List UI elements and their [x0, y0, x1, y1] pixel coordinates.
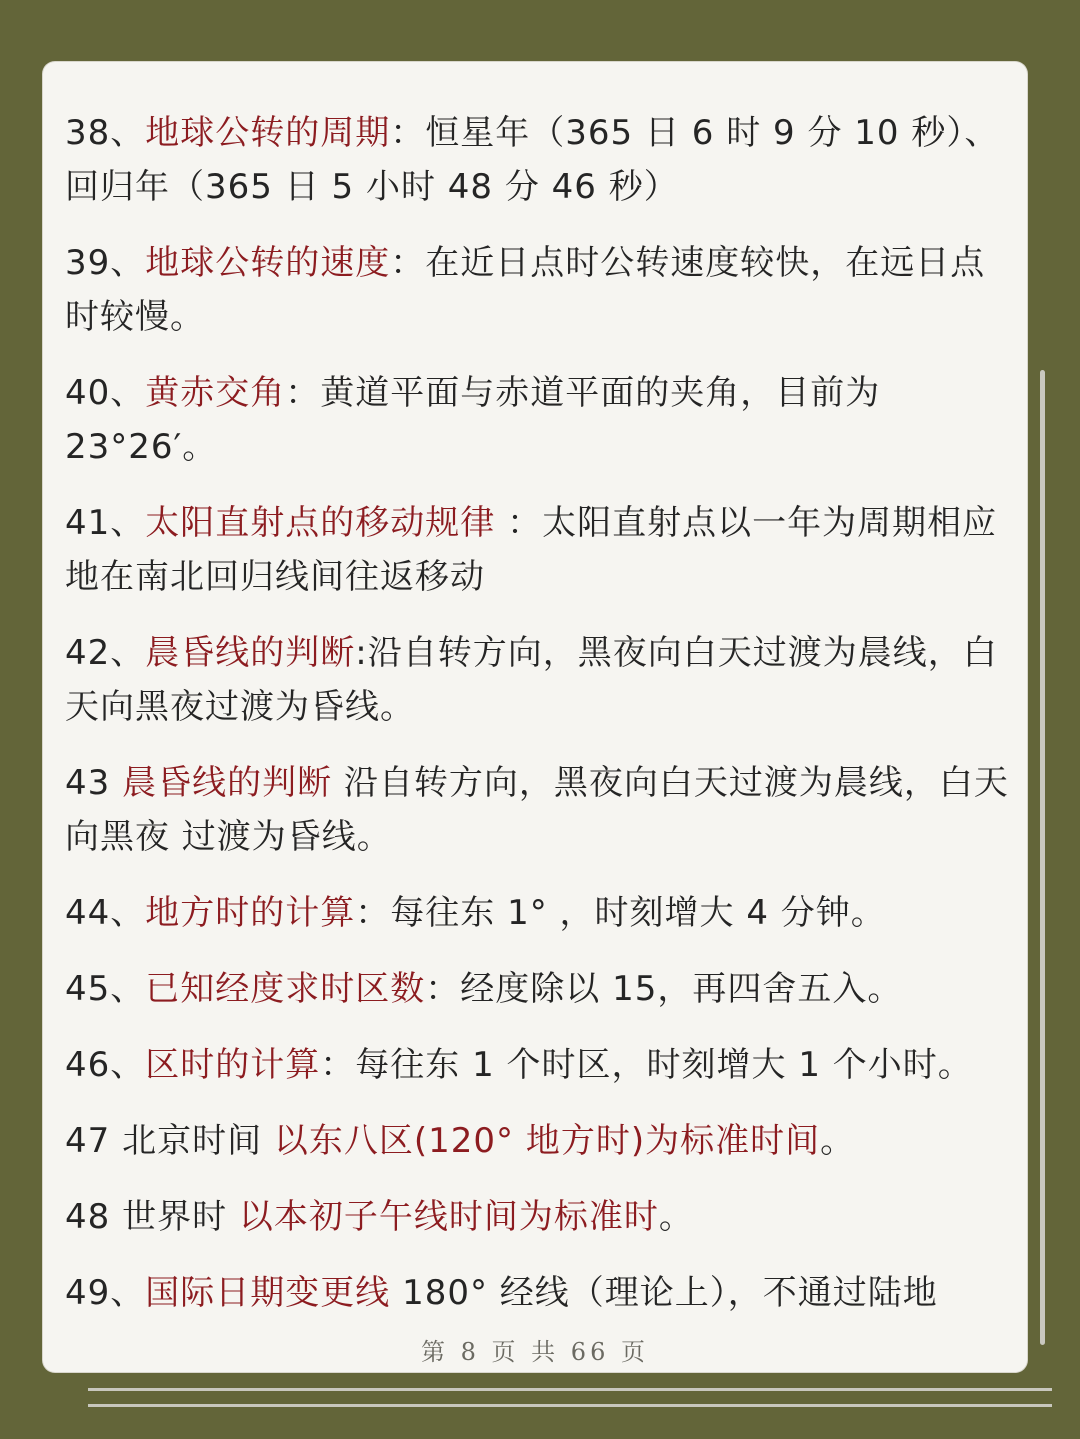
- list-item-45: 45、已知经度求时区数：经度除以 15，再四舍五入。: [65, 969, 903, 1009]
- list-item-43: 43 晨昏线的判断 沿自转方向，黑夜向白天过渡为晨线，白天向黑夜 过渡为昏线。: [65, 763, 1009, 857]
- term: 以本初子午线时间为标准时: [238, 1197, 659, 1237]
- term: 太阳直射点的移动规律: [145, 503, 496, 543]
- term: 晨昏线的判断: [145, 633, 356, 673]
- term: 地方时的计算: [145, 893, 356, 933]
- divider-line: [88, 1388, 1052, 1391]
- list-item-44: 44、地方时的计算：每往东 1° ，时刻增大 4 分钟。: [65, 893, 886, 933]
- list-item-41: 41、太阳直射点的移动规律 ：太阳直射点以一年为周期相应地在南北回归线间往返移动: [65, 503, 998, 597]
- term: 晨昏线的判断: [122, 763, 333, 803]
- divider-line: [88, 1404, 1052, 1407]
- term: 以东八区(120° 地方时)为标准时间: [273, 1121, 821, 1161]
- term: 地球公转的速度: [145, 243, 391, 283]
- list-item-42: 42、晨昏线的判断:沿自转方向，黑夜向白天过渡为晨线，白天向黑夜过渡为昏线。: [65, 633, 998, 727]
- page-footer: 第 8 页 共 66 页: [421, 1338, 649, 1366]
- list-item-46: 46、区时的计算：每往东 1 个时区，时刻增大 1 个小时。: [65, 1045, 973, 1085]
- list-item-49: 49、国际日期变更线 180° 经线（理论上），不通过陆地: [65, 1273, 938, 1313]
- list-item-47: 47 北京时间 以东八区(120° 地方时)为标准时间。: [65, 1121, 856, 1161]
- term: 国际日期变更线: [145, 1273, 391, 1313]
- term: 黄赤交角: [145, 373, 286, 413]
- document-content: [65, 106, 1015, 1320]
- document-page: [43, 62, 1027, 1372]
- term: 地球公转的周期: [145, 113, 391, 153]
- list-item-40: 40、黄赤交角：黄道平面与赤道平面的夹角，目前为 23°26′。: [65, 373, 881, 467]
- list-item-48: 48 世界时 以本初子午线时间为标准时。: [65, 1197, 694, 1237]
- list-item-38: 38、地球公转的周期：恒星年（365 日 6 时 9 分 10 秒）、回归年（365 日 5 小时 48 分 46 秒）: [65, 113, 1000, 207]
- scrollbar[interactable]: [1040, 370, 1045, 1345]
- term: 已知经度求时区数: [145, 969, 426, 1009]
- list-item-39: 39、地球公转的速度：在近日点时公转速度较快，在远日点时较慢。: [65, 243, 986, 337]
- term: 区时的计算: [145, 1045, 321, 1085]
